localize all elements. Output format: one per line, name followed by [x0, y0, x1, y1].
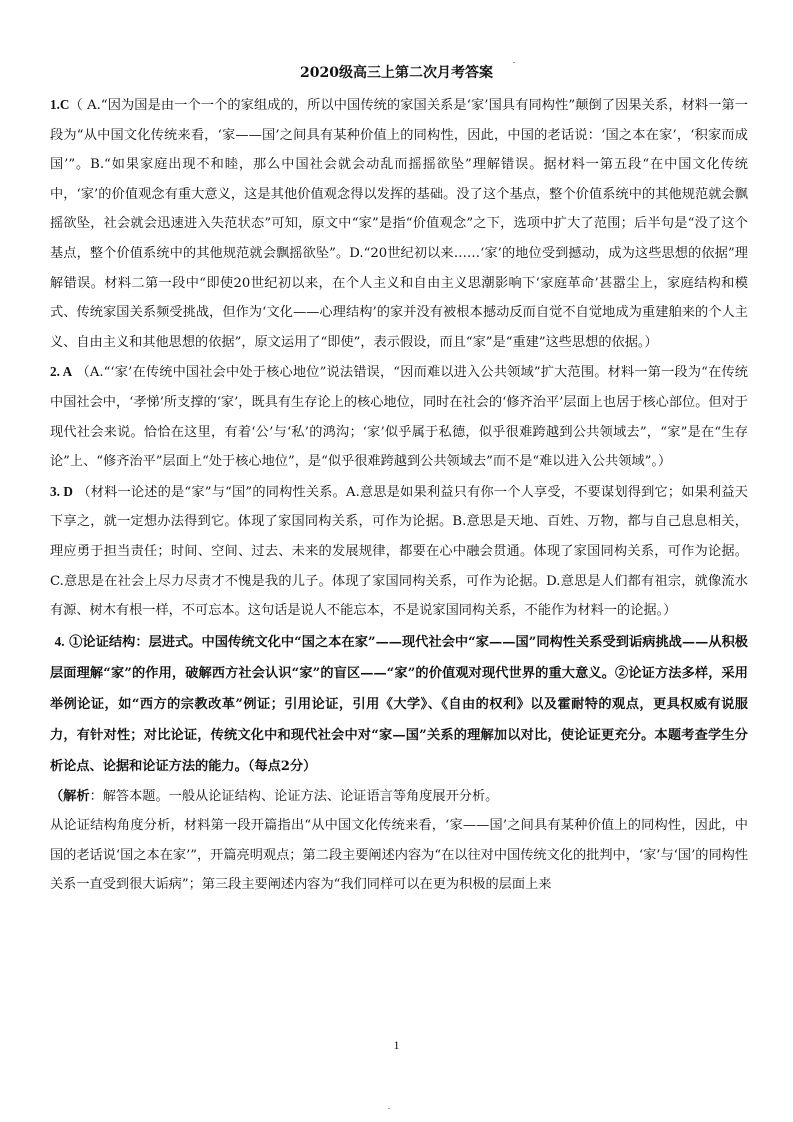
question-3-text: （材料一论述的是“家”与“国”的同构性关系。A.意思是如果利益只有你一个人享受，不要谋划得到它；如果利益天下享之，就一定想办法得到它。体现了家国同构关系，可作为论据。B.意思是天地、百姓、万物，都与自己息息相关，理应勇于担当责任；时间、空间、过去、未来的发展规律，都要在心中融会贯通。体现了家国同构关系，可作为论据。C.意思是在社会上尽力尽责才不愧是我的儿子。体现了家国同构关系，可作为论据。D.意思是人们都有祖宗，就像流水有源、树木有根一样，不可忘本。这句话是说人不能忘本，不是说家国同构关系，不能作为材料一的论据。） — [50, 484, 748, 619]
answer-body — [50, 90, 748, 900]
analysis-label: （解析 — [50, 788, 90, 804]
question-2-number: 2. A — [50, 364, 73, 380]
question-3-number: 3. D — [50, 483, 73, 499]
page-number: 1 — [393, 1038, 400, 1052]
scan-mark-bottom — [388, 1108, 390, 1109]
question-4-number: 4. — [54, 633, 65, 649]
question-3 — [50, 477, 748, 626]
question-1 — [50, 90, 748, 357]
question-2-text: （A.“‘家’在传统中国社会中处于核心地位”说法错误，“因而难以进入公共领域”扩大范围。材料一第一段为“在传统中国社会中，‘孝悌’所支撑的‘家’，既具有生存论上的核心地位，同时在社会的‘修齐治平’层面上也居于核心部位。但对于现代社会来说。恰恰在这里，有着‘公’与‘私’的鸿沟；‘家’似乎属于私德，似乎很难跨越到公共领域去”，“家”是在“生存论”上、“修齐治平”层面上“处于核心地位”，是“似乎很难跨越到公共领域去”而不是“难以进入公共领域”。） — [50, 365, 748, 470]
analysis-detail — [50, 811, 748, 900]
analysis-intro — [50, 782, 748, 812]
question-4 — [50, 626, 748, 782]
analysis-detail-text: 从论证结构角度分析，材料第一段开篇指出“从中国文化传统来看，‘家——国’之间具有某种价值上的同构性，因此，中国的老话说‘国之本在家’”，开篇亮明观点；第二段主要阐述内容为“在以往对中国传统文化的批判中，‘家’与‘国’的同构性关系一直受到很大诟病”；第三段主要阐述内容为“我们同样可以在更为积极的层面上来 — [50, 818, 749, 893]
question-1-text: （ A.“因为国是由一个一个的家组成的，所以中国传统的家国关系是‘家’国具有同构性”颠倒了因果关系，材料一第一段为“从中国文化传统来看，‘家——国’之间具有某种价值上的同构性，因此，中国的老话说：‘国之本在家’，‘积家而成国’”。B.“如果家庭出现不和睦，那么中国社会就会动乱而摇摇欲坠”理解错误。据材料一第五段“在中国文化传统中，‘家’的价值观念有重大意义，这是其他价值观念得以发挥的基础。没了这个基点，整个价值系统中的其他规范就会飘摇欲坠，社会就会迅速进入失范状态”可知，原文中“家”是指“价值观念”之下，选项中扩大了范围；后半句是“没了这个基点，整个价值系统中的其他规范就会飘摇欲坠”。D.“20世纪初以来……‘家’的地位受到撼动，成为这些思想的依据”理解错误。材料二第一段中“即使20世纪初以来，在个人主义和自由主义思潮影响下‘家庭革命’甚嚣尘上，家庭结构和模式、传统家国关系频受挑战，但作为‘文化——心理结构’的家并没有被根本撼动反而自觉不自觉地成为重建舶来的个人主义、自由主义和其他思想的依据”，原文运用了“即使”，表示假设，而且“家”是“重建”这些思想的依据。） — [50, 98, 748, 350]
question-1-number: 1.C — [50, 97, 70, 112]
question-2 — [50, 357, 748, 476]
page-title: 2020级高三上第二次月考答案 — [300, 65, 493, 81]
question-4-text: ①论证结构：层进式。中国传统文化中“国之本在家”——现代社会中“家——国”同构性关系受到诟病挑战——从积极层面理解“家”的作用，破解西方社会认识“家”的盲区——“家”的价值观对现代世界的重大意义。②论证方法多样，采用举例论证，如“西方的宗教改革”例证；引用论证，引用《大学》、《自由的权利》以及霍耐特的观点，更具权威有说服力，有针对性；对比论证，传统文化中和现代社会中对“家—国”关系的理解加以对比，使论证更充分。本题考查学生分析论点、论据和论证方法的能力。（每点2分） — [50, 634, 748, 774]
analysis-intro-text: ：解答本题。一般从论证结构、论证方法、论证语言等角度展开分析。 — [89, 788, 499, 804]
